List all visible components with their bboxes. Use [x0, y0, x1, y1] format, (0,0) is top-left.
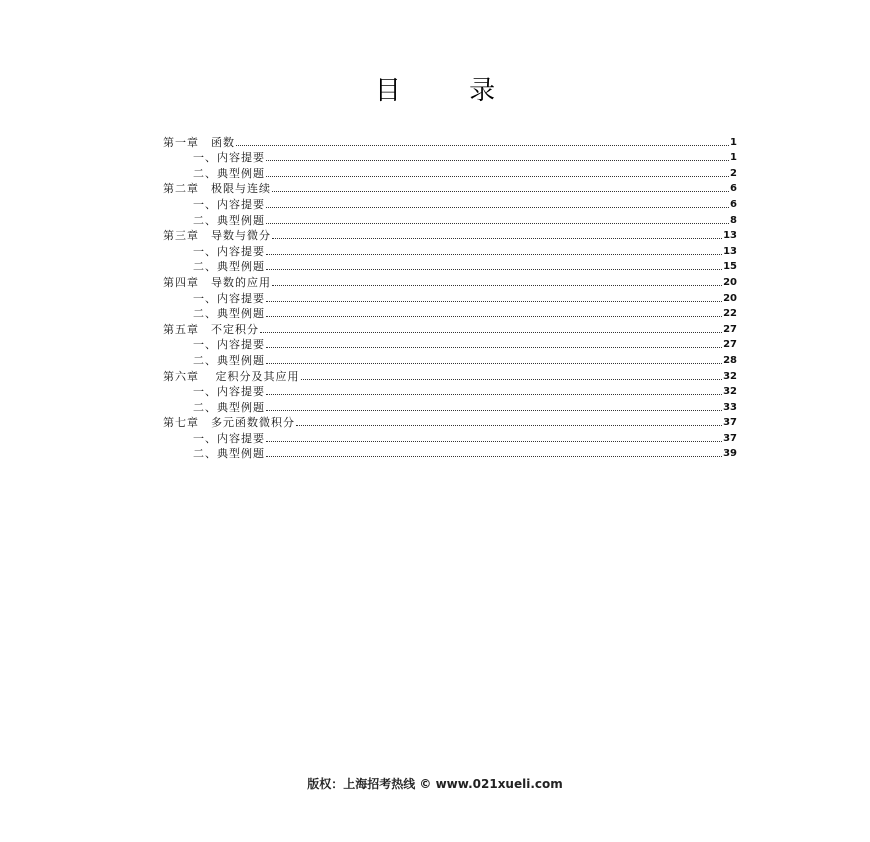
toc-entry-label: 二、典型例题: [193, 260, 265, 274]
dot-leader: [266, 175, 729, 177]
toc-page-number: 39: [723, 448, 737, 460]
toc-section-entry[interactable]: [163, 242, 737, 258]
toc-entry-label: 第二章 极限与连续: [163, 182, 271, 196]
toc-chapter-entry[interactable]: [163, 227, 737, 243]
toc-entry-label: 二、典型例题: [193, 166, 265, 180]
toc-entry-label: 一、内容提要: [193, 151, 265, 165]
toc-chapter-entry[interactable]: [163, 133, 737, 149]
table-of-contents: [163, 133, 737, 460]
dot-leader: [272, 237, 722, 239]
dot-leader: [266, 268, 722, 270]
toc-entry-label: 第四章 导数的应用: [163, 275, 271, 289]
toc-page-number: 15: [723, 261, 737, 273]
toc-section-entry[interactable]: [163, 211, 737, 227]
toc-page-number: 1: [730, 136, 737, 148]
toc-entry-label: 一、内容提要: [193, 338, 265, 352]
toc-page-number: 22: [723, 308, 737, 320]
toc-entry-label: 第七章 多元函数微积分: [163, 416, 295, 430]
toc-entry-label: 二、典型例题: [193, 400, 265, 414]
toc-section-entry[interactable]: [163, 398, 737, 414]
toc-section-entry[interactable]: [163, 164, 737, 180]
toc-page-number: 20: [723, 276, 737, 288]
dot-leader: [260, 331, 722, 333]
toc-section-entry[interactable]: [163, 351, 737, 367]
dot-leader: [266, 206, 729, 208]
toc-entry-label: 第五章 不定积分: [163, 322, 259, 336]
toc-entry-label: 第六章 定积分及其应用: [163, 369, 300, 383]
dot-leader: [266, 393, 722, 395]
dot-leader: [266, 253, 722, 255]
toc-page-number: 6: [730, 198, 737, 210]
toc-page-number: 20: [723, 292, 737, 304]
toc-section-entry[interactable]: [163, 429, 737, 445]
dot-leader: [266, 455, 722, 457]
toc-page-number: 1: [730, 152, 737, 164]
toc-page-number: 13: [723, 230, 737, 242]
toc-chapter-entry[interactable]: [163, 367, 737, 383]
page-title: 目 录: [374, 76, 526, 106]
toc-section-entry[interactable]: [163, 258, 737, 274]
dot-leader: [266, 315, 722, 317]
dot-leader: [266, 300, 722, 302]
toc-section-entry[interactable]: [163, 445, 737, 461]
toc-section-entry[interactable]: [163, 195, 737, 211]
toc-entry-label: 二、典型例题: [193, 353, 265, 367]
toc-page-number: 32: [723, 386, 737, 398]
toc-entry-label: 第三章 导数与微分: [163, 229, 271, 243]
toc-section-entry[interactable]: [163, 149, 737, 165]
dot-leader: [236, 144, 729, 146]
toc-section-entry[interactable]: [163, 383, 737, 399]
dot-leader: [266, 440, 722, 442]
toc-page-number: 27: [723, 339, 737, 351]
toc-entry-label: 二、典型例题: [193, 447, 265, 461]
toc-page-number: 32: [723, 370, 737, 382]
toc-entry-label: 一、内容提要: [193, 291, 265, 305]
toc-page-number: 33: [723, 401, 737, 413]
toc-entry-label: 二、典型例题: [193, 307, 265, 321]
toc-chapter-entry[interactable]: [163, 273, 737, 289]
toc-section-entry[interactable]: [163, 305, 737, 321]
toc-entry-label: 第一章 函数: [163, 135, 235, 149]
toc-chapter-entry[interactable]: [163, 320, 737, 336]
dot-leader: [266, 362, 722, 364]
toc-chapter-entry[interactable]: [163, 180, 737, 196]
toc-entry-label: 一、内容提要: [193, 197, 265, 211]
toc-page-number: 8: [730, 214, 737, 226]
dot-leader: [272, 190, 729, 192]
toc-page-number: 28: [723, 354, 737, 366]
dot-leader: [272, 284, 722, 286]
dot-leader: [266, 409, 722, 411]
toc-page-number: 37: [723, 432, 737, 444]
dot-leader: [266, 159, 729, 161]
copyright-footer: 版权：上海招考热线 © www.021xueli.com: [307, 777, 563, 791]
toc-page-number: 27: [723, 323, 737, 335]
dot-leader: [266, 222, 729, 224]
toc-entry-label: 二、典型例题: [193, 213, 265, 227]
toc-entry-label: 一、内容提要: [193, 244, 265, 258]
toc-page-number: 13: [723, 245, 737, 257]
toc-entry-label: 一、内容提要: [193, 385, 265, 399]
toc-section-entry[interactable]: [163, 289, 737, 305]
dot-leader: [266, 346, 722, 348]
toc-page-number: 37: [723, 417, 737, 429]
dot-leader: [296, 424, 722, 426]
toc-page-number: 6: [730, 183, 737, 195]
toc-section-entry[interactable]: [163, 336, 737, 352]
toc-chapter-entry[interactable]: [163, 414, 737, 430]
toc-page-number: 2: [730, 167, 737, 179]
dot-leader: [301, 378, 723, 380]
toc-entry-label: 一、内容提要: [193, 431, 265, 445]
